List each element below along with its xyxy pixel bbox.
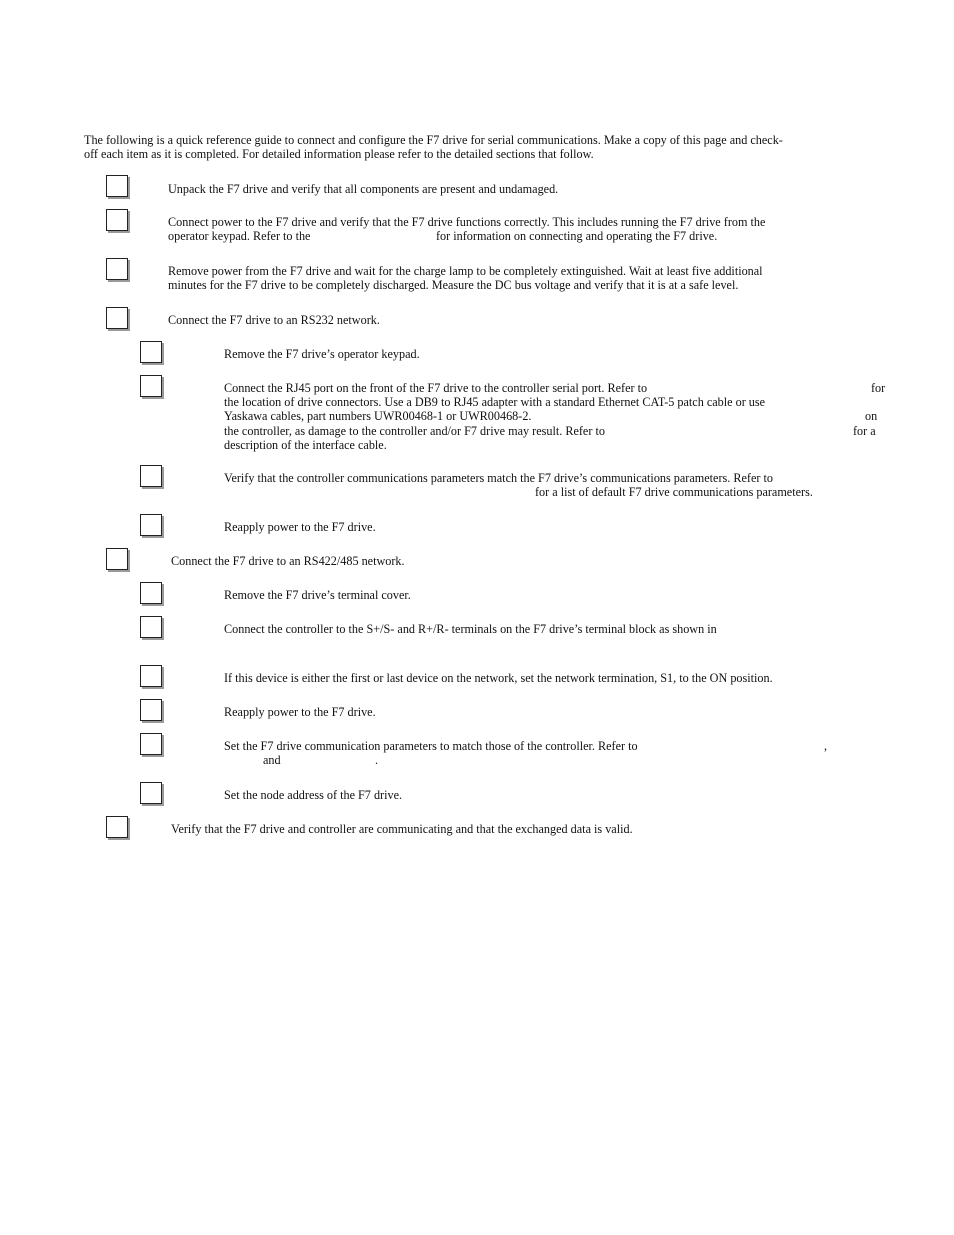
substep-connect-rj45-line-2: the location of drive connectors. Use a DB9 to RJ45 adapter with a standard Ethernet CAT-5 patch cable or use: [224, 395, 766, 410]
substep-reapply-power-2: [224, 705, 864, 719]
step-remove-power: [168, 264, 868, 292]
substep-node-address-text: Set the node address of the F7 drive.: [224, 788, 403, 802]
checkbox-remove-keypad[interactable]: [140, 341, 162, 363]
substep-remove-keypad: [224, 347, 864, 361]
substep-network-termination-text: If this device is either the first or last device on the network, set the network termination, S1, to the ON position.: [224, 671, 773, 685]
step-unpack-text: Unpack the F7 drive and verify that all components are present and undamaged.: [168, 182, 559, 196]
substep-connect-rj45-text-3b: on: [865, 409, 878, 424]
checkbox-node-address[interactable]: [140, 782, 162, 804]
checkbox-rs232[interactable]: [106, 307, 128, 329]
checkbox-final-verify[interactable]: [106, 816, 128, 838]
checkbox-reapply-power-1[interactable]: [140, 514, 162, 536]
substep-verify-params-text-2: for a list of default F7 drive communications parameters.: [535, 485, 813, 500]
step-rs422: [171, 554, 871, 568]
intro-line-2: off each item as it is completed. For detailed information please refer to the detailed sections that follow.: [84, 147, 594, 162]
intro-paragraph: [84, 133, 896, 161]
step-connect-power-line-2: [168, 229, 868, 243]
substep-connect-rj45-line-4: [224, 423, 876, 438]
step-connect-power-text-a: operator keypad. Refer to the: [168, 229, 311, 244]
substep-remove-terminal-cover-text: Remove the F7 drive’s terminal cover.: [224, 588, 411, 602]
substep-verify-params-line-1: Verify that the controller communications parameters match the F7 drive’s communications parameters. Refer to: [224, 471, 773, 485]
substep-connect-rj45-line-1: [224, 381, 886, 395]
substep-set-params-dot: .: [375, 753, 379, 768]
substep-connect-rj45-text-1a: Connect the RJ45 port on the front of the F7 drive to the controller serial port. Refer to: [224, 381, 648, 395]
step-final-verify: [171, 822, 871, 836]
substep-set-params: [224, 739, 864, 767]
step-connect-power-line-1: Connect power to the F7 drive and verify that the F7 drive functions correctly. This includes running the F7 drive from the: [168, 215, 766, 229]
substep-reapply-power-1: [224, 520, 864, 534]
substep-reapply-power-2-text: Reapply power to the F7 drive.: [224, 705, 376, 719]
substep-set-params-line-2: [224, 753, 864, 767]
substep-node-address: [224, 788, 864, 802]
step-final-verify-text: Verify that the F7 drive and controller are communicating and that the exchanged data is valid.: [171, 822, 633, 836]
substep-connect-rj45: [224, 381, 886, 452]
step-rs232-text: Connect the F7 drive to an RS232 network.: [168, 313, 380, 327]
step-connect-power: [168, 215, 868, 243]
substep-remove-keypad-text: Remove the F7 drive’s operator keypad.: [224, 347, 420, 361]
checkbox-rs422[interactable]: [106, 548, 128, 570]
substep-set-params-comma: ,: [824, 739, 828, 753]
substep-connect-rj45-line-3: [224, 409, 878, 424]
substep-remove-terminal-cover: [224, 588, 864, 602]
substep-set-params-and: and: [263, 753, 281, 768]
substep-connect-terminals-text: Connect the controller to the S+/S- and R+/R- terminals on the F7 drive’s terminal block as shown in: [224, 622, 717, 636]
checkbox-network-termination[interactable]: [140, 665, 162, 687]
substep-set-params-text-1: Set the F7 drive communication parameters to match those of the controller. Refer to: [224, 739, 638, 753]
checkbox-connect-power[interactable]: [106, 209, 128, 231]
checkbox-unpack[interactable]: [106, 175, 128, 197]
substep-connect-rj45-text-3a: Yaskawa cables, part numbers UWR00468-1 or UWR00468-2.: [224, 409, 532, 424]
checkbox-verify-params[interactable]: [140, 465, 162, 487]
substep-connect-rj45-text-4b: for a: [853, 423, 876, 438]
substep-network-termination: [224, 671, 864, 685]
step-remove-power-line-1: Remove power from the F7 drive and wait for the charge lamp to be completely extinguished. Wait at least five additional: [168, 264, 763, 278]
checkbox-connect-rj45[interactable]: [140, 375, 162, 397]
substep-verify-params-line-2: [224, 485, 864, 499]
substep-reapply-power-1-text: Reapply power to the F7 drive.: [224, 520, 376, 534]
substep-connect-terminals: [224, 622, 864, 636]
substep-connect-rj45-line-5: description of the interface cable.: [224, 437, 387, 452]
checkbox-set-params[interactable]: [140, 733, 162, 755]
step-remove-power-line-2: minutes for the F7 drive to be completely discharged. Measure the DC bus voltage and verify that it is at a safe level.: [168, 278, 739, 293]
substep-connect-rj45-text-1b: for: [871, 381, 886, 395]
intro-line-1: The following is a quick reference guide to connect and configure the F7 drive for serial communications. Make a copy of this page and check-: [84, 133, 783, 147]
step-connect-power-text-b: for information on connecting and operating the F7 drive.: [436, 229, 718, 244]
checkbox-remove-power[interactable]: [106, 258, 128, 280]
step-rs232: [168, 313, 868, 327]
substep-set-params-line-1: [224, 739, 864, 753]
checkbox-connect-terminals[interactable]: [140, 616, 162, 638]
checkbox-remove-terminal-cover[interactable]: [140, 582, 162, 604]
checkbox-reapply-power-2[interactable]: [140, 699, 162, 721]
step-unpack: [168, 182, 868, 196]
step-rs422-text: Connect the F7 drive to an RS422/485 network.: [171, 554, 405, 568]
substep-connect-rj45-text-4a: the controller, as damage to the controller and/or F7 drive may result. Refer to: [224, 423, 605, 438]
substep-verify-params: [224, 471, 864, 499]
